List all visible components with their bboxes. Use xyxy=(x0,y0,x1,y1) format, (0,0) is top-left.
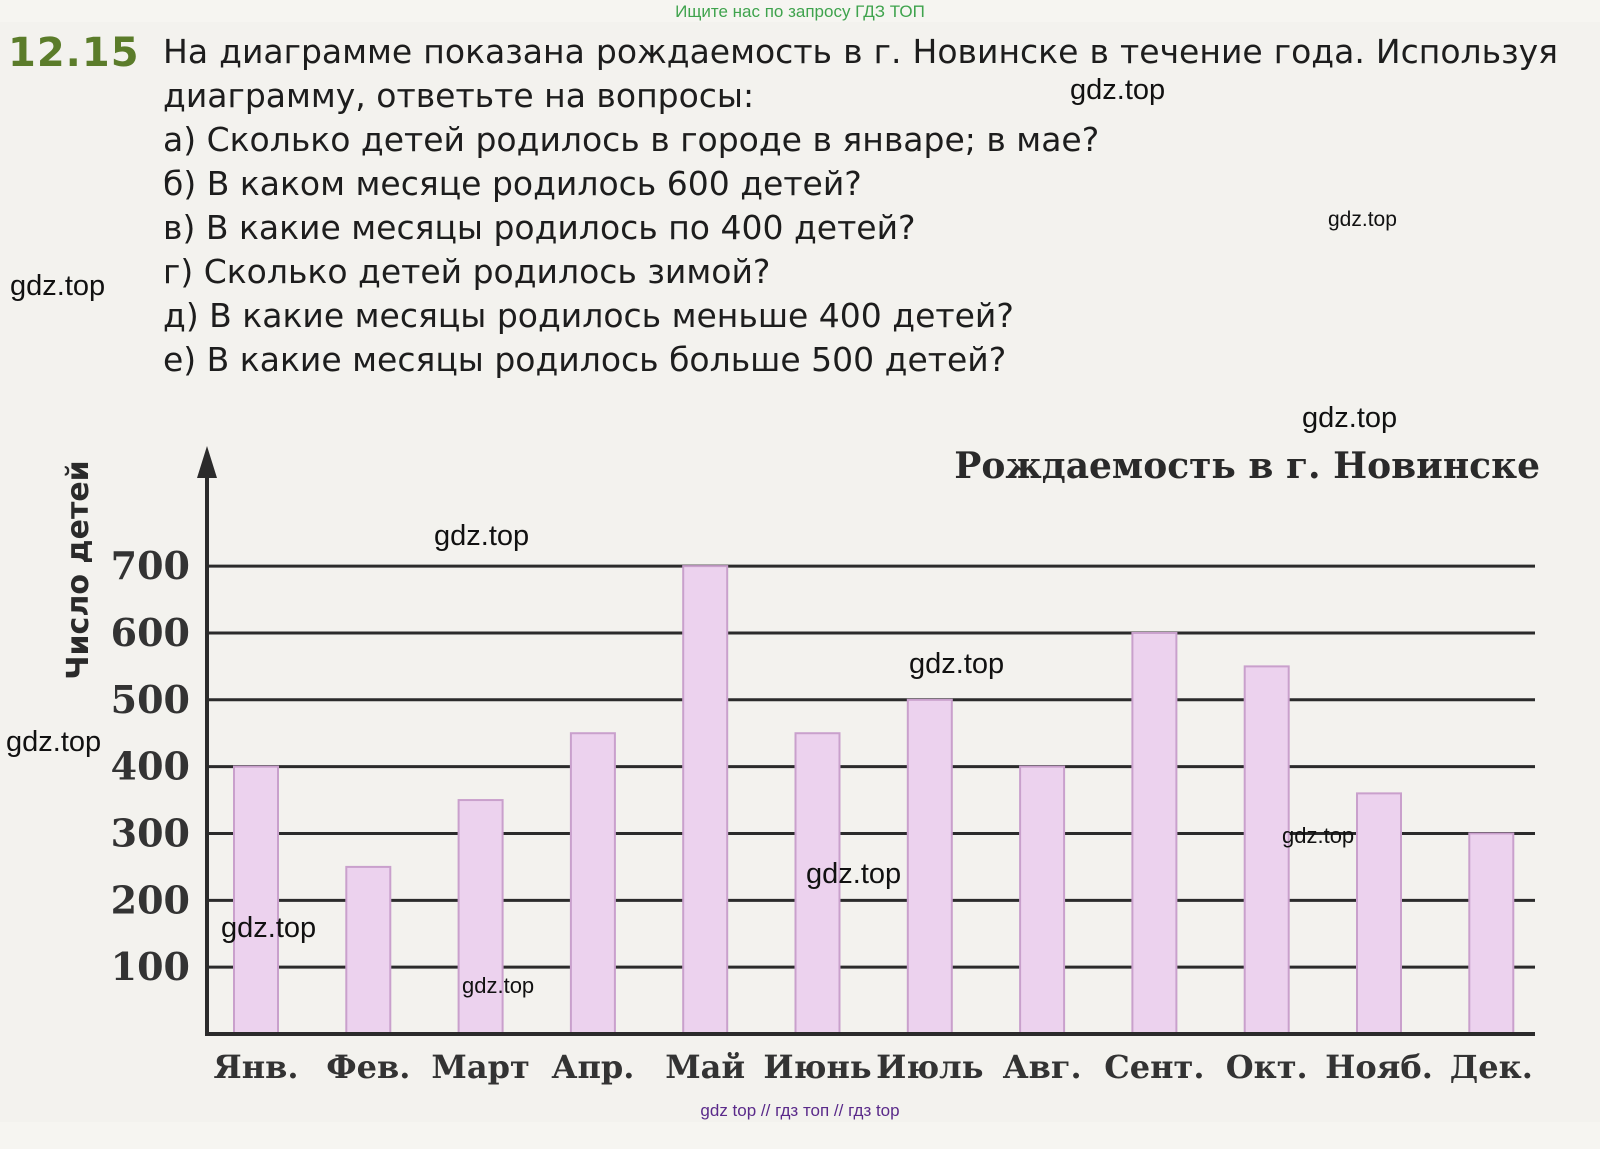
bar xyxy=(1020,767,1064,1034)
bar xyxy=(1132,633,1176,1034)
bars xyxy=(234,566,1513,1034)
x-category-label: Дек. xyxy=(1449,1048,1533,1086)
question-d: г) Сколько детей родилось зимой? xyxy=(163,252,771,291)
top-banner: Ищите нас по запросу ГДЗ ТОП xyxy=(675,2,925,21)
watermark: gdz.top xyxy=(1070,74,1166,106)
y-tick-label: 100 xyxy=(110,944,190,990)
task-intro: На диаграмме показана рождаемость в г. Новинске в течение года. Используя диаграмму, ответьте на вопросы: xyxy=(163,32,1558,115)
bottom-watermark-line: gdz top // гдз топ // гдз top xyxy=(700,1101,900,1120)
watermark: gdz.top xyxy=(6,726,102,758)
axes xyxy=(197,446,1535,1034)
x-category-labels xyxy=(213,1048,1532,1086)
bar xyxy=(1357,793,1401,1034)
watermark: gdz.top xyxy=(1282,823,1355,848)
watermark: gdz.top xyxy=(1302,402,1398,434)
bar xyxy=(683,566,727,1034)
grid-lines xyxy=(207,566,1535,967)
chart-title: Рождаемость в г. Новинске xyxy=(954,445,1540,487)
x-category-label: Янв. xyxy=(213,1048,299,1086)
bar xyxy=(1469,833,1513,1034)
x-category-label: Март xyxy=(431,1048,530,1086)
bar xyxy=(234,767,278,1034)
x-category-label: Сент. xyxy=(1104,1048,1205,1086)
watermark: gdz.top xyxy=(434,520,530,552)
y-tick-labels xyxy=(111,543,190,989)
x-category-label: Авг. xyxy=(1002,1048,1082,1086)
y-axis-label: Число детей xyxy=(61,460,96,680)
bar xyxy=(571,733,615,1034)
x-category-label: Май xyxy=(665,1048,746,1086)
question-f: е) В какие месяцы родилось больше 500 детей? xyxy=(163,340,1007,379)
y-tick-label: 600 xyxy=(110,609,190,655)
task-number: 12.15 xyxy=(8,30,140,76)
question-c: в) В какие месяцы родилось по 400 детей? xyxy=(163,208,916,247)
y-tick-label: 200 xyxy=(110,877,190,923)
x-category-label: Фев. xyxy=(326,1048,411,1086)
watermark: gdz.top xyxy=(1328,208,1397,231)
x-category-label: Окт. xyxy=(1225,1048,1308,1086)
y-tick-label: 700 xyxy=(110,543,190,589)
watermark: gdz.top xyxy=(221,912,317,944)
question-a: а) Сколько детей родилось в городе в январе; в мае? xyxy=(163,120,1100,159)
watermark: gdz.top xyxy=(10,270,106,302)
y-tick-label: 400 xyxy=(110,743,190,789)
x-category-label: Июль xyxy=(876,1048,984,1086)
watermark: gdz.top xyxy=(462,973,535,998)
bar xyxy=(908,700,952,1034)
x-category-label: Июнь xyxy=(763,1048,872,1086)
y-axis-arrow xyxy=(197,446,217,478)
y-tick-label: 500 xyxy=(110,676,190,722)
y-tick-label: 300 xyxy=(110,810,190,856)
x-category-label: Апр. xyxy=(551,1048,635,1086)
bar xyxy=(346,867,390,1034)
x-category-label: Нояб. xyxy=(1325,1048,1433,1086)
bar xyxy=(1245,666,1289,1034)
question-b: б) В каком месяце родилось 600 детей? xyxy=(163,164,862,203)
watermark: gdz.top xyxy=(806,858,902,890)
watermark: gdz.top xyxy=(909,648,1005,680)
question-e: д) В какие месяцы родилось меньше 400 детей? xyxy=(163,296,1014,335)
